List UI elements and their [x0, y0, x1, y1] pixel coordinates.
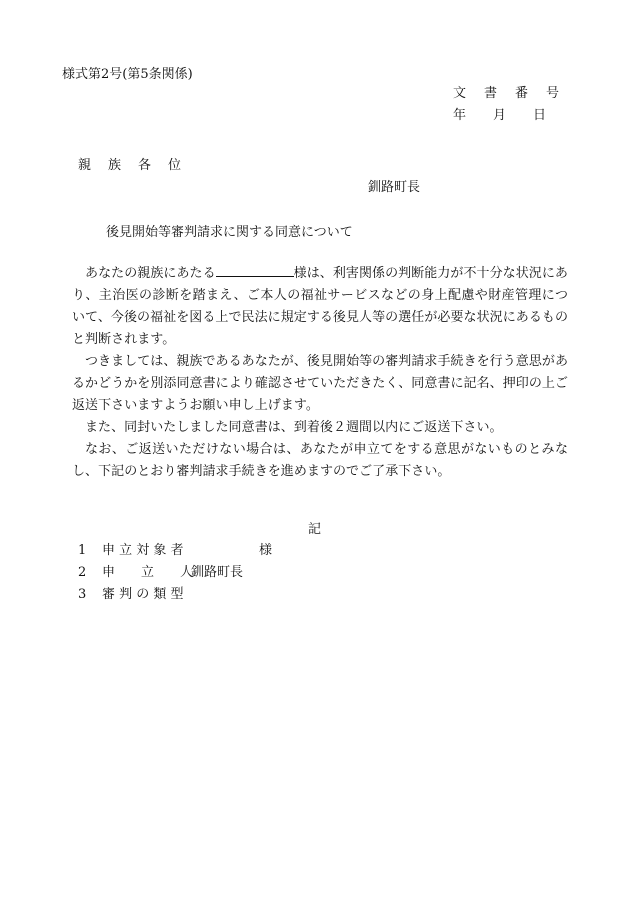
addressee-char: 位: [168, 158, 182, 173]
list-item: [78, 562, 272, 584]
addressee-char: 各: [138, 158, 152, 173]
document-info: [453, 83, 562, 127]
addressee-char: 族: [108, 158, 122, 173]
sender: 釧路町長: [368, 180, 421, 195]
list-item: [78, 584, 272, 606]
doc-number-char: 番: [515, 86, 529, 101]
subject-title: 後見開始等審判請求に関する同意について: [106, 225, 353, 240]
form-number: 様式第2号(第5条関係): [62, 67, 193, 82]
addressee: [78, 154, 198, 173]
item-label: 申 立 人: [102, 565, 194, 580]
item-number: 1: [78, 543, 87, 558]
name-blank-line: [216, 262, 294, 277]
list-item: [78, 540, 272, 562]
item-label: 申 立 対 象 者: [102, 543, 184, 558]
item-value: 様: [259, 543, 273, 558]
date-year: 年: [453, 108, 467, 123]
paragraph-3: また、同封いたしました同意書は、到着後２週間以内にご返送下さい。: [85, 420, 503, 435]
doc-number-char: 号: [546, 86, 560, 101]
item-value: 釧路町長: [191, 565, 244, 580]
date-month: 月: [493, 108, 507, 123]
item-list: [78, 540, 272, 606]
document-date: [453, 105, 562, 127]
paragraph-1-end: 様は、利害関係の判断能力が不十分な状況にあり、主治医の診断を踏まえ、ご本人の福祉サービスなどの身上配慮や財産管理について、今後の福祉を図る上で民法に規定する後見人等の選任が必要な状況にあるものと判断されます。: [72, 266, 568, 347]
paragraph-2: つきましては、親族であるあなたが、後見開始等の審判請求手続きを行う意思があるかどうかを別添同意書により確認させていただきたく、同意書に記名、押印の上ご返送下さいますようお願い申し上げます。: [72, 354, 568, 413]
doc-number-char: 書: [484, 86, 498, 101]
date-day: 日: [533, 108, 547, 123]
document-number: [453, 83, 562, 105]
paragraph-1-start: あなたの親族にあたる: [85, 266, 216, 281]
doc-number-char: 文: [453, 86, 467, 101]
item-label: 審 判 の 類 型: [102, 587, 184, 602]
paragraph-4: なお、ご返送いただけない場合は、あなたが申立てをする意思がないものとみなし、下記のとおり審判請求手続きを進めますのでご了承下さい。: [72, 442, 568, 479]
paragraph-1: [72, 262, 568, 351]
ki-heading: 記: [308, 522, 322, 537]
item-number: 3: [78, 587, 87, 602]
letter-body: [72, 262, 568, 483]
addressee-char: 親: [78, 158, 92, 173]
item-number: 2: [78, 565, 87, 580]
